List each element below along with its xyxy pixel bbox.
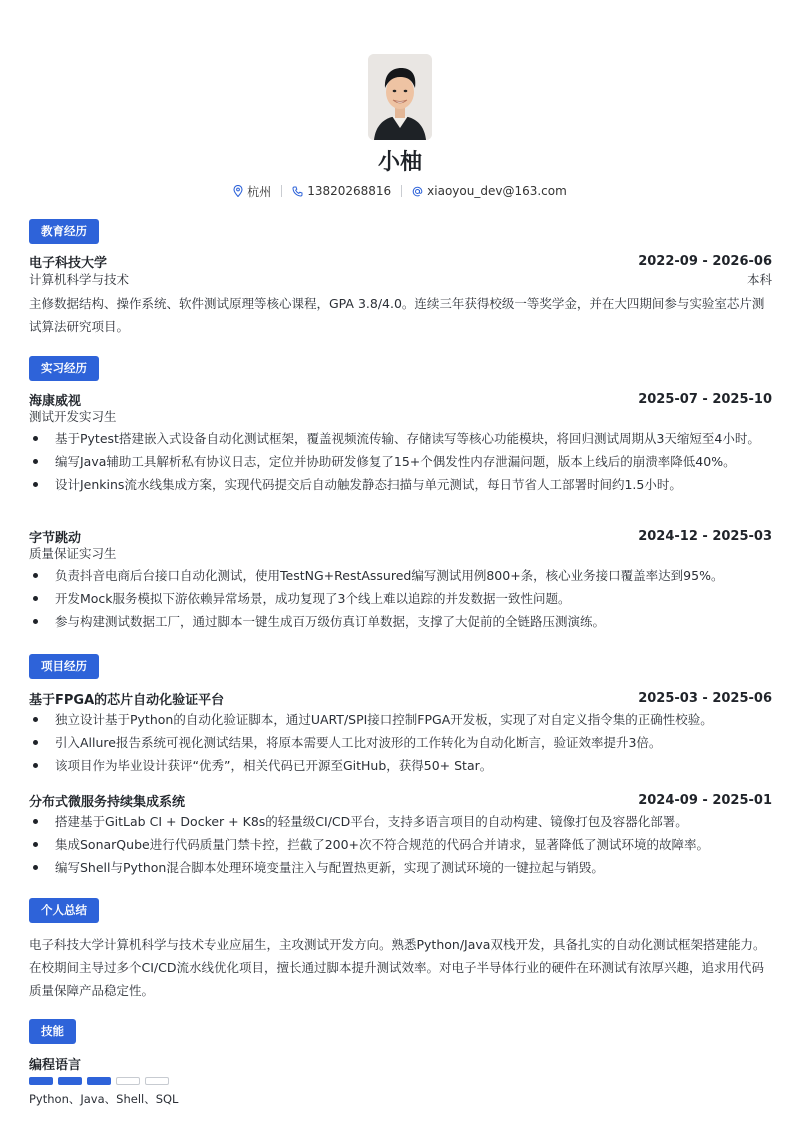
school-name: 电子科技大学 xyxy=(29,256,108,271)
phone-icon xyxy=(292,186,303,197)
project-name: 分布式微服务持续集成系统 xyxy=(29,795,186,810)
contact-bar xyxy=(0,182,800,200)
resume-header xyxy=(0,54,800,200)
list-item: 开发Mock服务模拟下游依赖异常场景，成功复现了3个线上难以追踪的并发数据一致性问题。 xyxy=(29,590,774,607)
list-item: 该项目作为毕业设计获评“优秀”，相关代码已开源至GitHub，获得50+ Star。 xyxy=(29,757,774,774)
contact-email xyxy=(402,184,577,198)
company-name: 海康威视 xyxy=(29,394,82,409)
internship-role-row xyxy=(29,407,772,425)
contact-phone xyxy=(282,184,401,198)
project-name: 基于FPGA的芯片自动化验证平台 xyxy=(29,693,225,708)
phone-text: 13820268816 xyxy=(307,184,392,198)
education-date: 2022-09 - 2026-06 xyxy=(638,254,772,269)
internship-role-row xyxy=(29,544,772,562)
list-item: 独立设计基于Python的自动化验证脚本，通过UART/SPI接口控制FPGA开发板，实现了对自定义指令集的正确性校验。 xyxy=(29,711,774,728)
summary-text: 电子科技大学计算机科学与技术专业应届生，主攻测试开发方向。熟悉Python/Java双栈开发，具备扎实的自动化测试框架搭建能力。在校期间主导过多个CI/CD流水线优化项目，擅长通过脚本提升测试效率。对电子半导体行业的硬件在环测试有浓厚兴趣，追求用代码质量保障产品稳定性。 xyxy=(29,937,766,998)
degree: 本科 xyxy=(746,272,772,287)
project-date: 2024-09 - 2025-01 xyxy=(638,793,772,808)
contact-city xyxy=(223,183,281,200)
section-projects-tag: 项目经历 xyxy=(29,654,99,679)
list-item: 负责抖音电商后台接口自动化测试，使用TestNG+RestAssured编写测试用例800+条，核心业务接口覆盖率达到95%。 xyxy=(29,567,774,584)
location-pin-icon xyxy=(233,185,243,197)
internship-role: 质量保证实习生 xyxy=(29,546,117,561)
company-name: 字节跳动 xyxy=(29,531,82,546)
list-item: 参与构建测试数据工厂，通过脚本一键生成百万级仿真订单数据，支撑了大促前的全链路压测演练。 xyxy=(29,613,774,630)
project-bullets xyxy=(29,813,774,882)
project-bullets xyxy=(29,711,774,780)
list-item: 集成SonarQube进行代码质量门禁卡控，拦截了200+次不符合规范的代码合并请求，显著降低了测试环境的故障率。 xyxy=(29,836,774,853)
section-summary-tag: 个人总结 xyxy=(29,898,99,923)
section-internship-tag: 实习经历 xyxy=(29,356,99,381)
skill-level-segment-empty xyxy=(145,1077,169,1085)
internship-date: 2025-07 - 2025-10 xyxy=(638,392,772,407)
project-date: 2025-03 - 2025-06 xyxy=(638,691,772,706)
at-sign-icon xyxy=(412,186,423,197)
list-item: 编写Shell与Python混合脚本处理环境变量注入与配置热更新，实现了测试环境的一键拉起与销毁。 xyxy=(29,859,774,876)
skill-level-segment-filled xyxy=(58,1077,82,1085)
list-item: 基于Pytest搭建嵌入式设备自动化测试框架，覆盖视频流传输、存储读写等核心功能模块，将回归测试周期从3天缩短至4小时。 xyxy=(29,430,774,447)
section-education-tag: 教育经历 xyxy=(29,219,99,244)
email-text: xiaoyou_dev@163.com xyxy=(427,184,567,198)
skill-level-meter xyxy=(29,1077,169,1085)
list-item: 设计Jenkins流水线集成方案，实现代码提交后自动触发静态扫描与单元测试，每日节省人工部署时间约1.5小时。 xyxy=(29,476,774,493)
major: 计算机科学与技术 xyxy=(29,272,130,287)
project-header xyxy=(29,689,772,708)
education-subheader xyxy=(29,270,772,288)
internship-date: 2024-12 - 2025-03 xyxy=(638,529,772,544)
list-item: 引入Allure报告系统可视化测试结果，将原本需要人工比对波形的工作转化为自动化断言，验证效率提升3倍。 xyxy=(29,734,774,751)
skill-level-segment-filled xyxy=(87,1077,111,1085)
internship-role: 测试开发实习生 xyxy=(29,409,117,424)
internship-bullets xyxy=(29,567,774,636)
candidate-name: 小柚 xyxy=(377,150,422,175)
skill-category: 编程语言 xyxy=(29,1058,82,1073)
list-item: 搭建基于GitLab CI + Docker + K8s的轻量级CI/CD平台，支持多语言项目的自动构建、镜像打包及容器化部署。 xyxy=(29,813,774,830)
skill-level-segment-empty xyxy=(116,1077,140,1085)
skill-category-row xyxy=(29,1054,772,1073)
list-item: 编写Java辅助工具解析私有协议日志，定位并协助研发修复了15+个偶发性内存泄漏问题，版本上线后的崩溃率降低40%。 xyxy=(29,453,774,470)
skill-list: Python、Java、Shell、SQL xyxy=(29,1092,179,1106)
internship-bullets xyxy=(29,430,774,499)
section-skills-tag: 技能 xyxy=(29,1019,76,1044)
education-header xyxy=(29,252,772,271)
project-header xyxy=(29,791,772,810)
education-description: 主修数据结构、操作系统、软件测试原理等核心课程，GPA 3.8/4.0。连续三年获得校级一等奖学金，并在大四期间参与实验室芯片测试算法研究项目。 xyxy=(29,296,765,334)
city-text: 杭州 xyxy=(247,184,272,199)
skill-level-segment-filled xyxy=(29,1077,53,1085)
avatar xyxy=(368,54,432,140)
